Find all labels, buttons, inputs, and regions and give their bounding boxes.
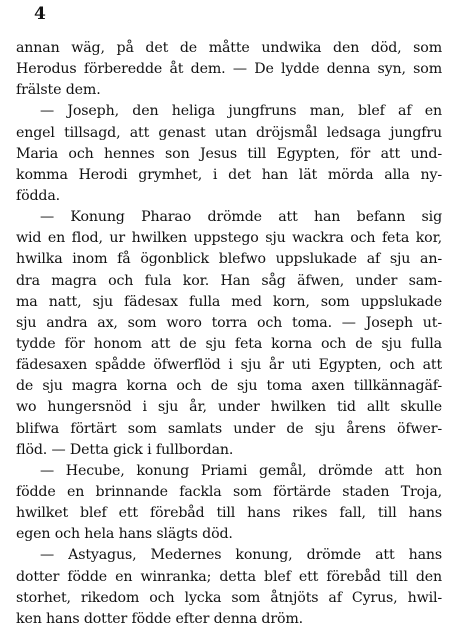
text-line: komma Herodi grymhet, i det han lät mörda alla ny- — [16, 166, 442, 183]
text-line: wo hungersnöd i sju år, under hwilken tid allt skulle — [16, 399, 442, 416]
text-line: flöd. — Detta gick i fullbordan. — [16, 441, 234, 458]
text-line: — Konung Pharao drömde att han befann sig — [40, 209, 442, 226]
text-line: ken hans dotter födde efter denna dröm. — [16, 610, 304, 627]
text-line: egen och hela hans slägts död. — [16, 526, 233, 543]
text-line: födda. — [16, 187, 61, 204]
text-line: dra magra och fula kor. Han såg äfwen, under sam- — [16, 272, 442, 289]
text-line: dotter födde en winranka; detta blef ett förebåd till den — [16, 568, 442, 585]
text-line: fädesaxen spådde öfwerflöd i sju år uti Egypten, och att — [16, 357, 442, 374]
text-line: — Joseph, den heliga jungfruns man, blef af en — [40, 103, 442, 120]
text-line: storhet, rikedom och lycka som åtnjöts af Cyrus, hwil- — [16, 589, 442, 606]
text-line: de sju magra korna och de sju toma axen tillkännagäf- — [16, 378, 442, 395]
text-line: — Astyagus, Medernes konung, drömde att hans — [40, 547, 442, 564]
page-number: 4 — [34, 4, 46, 24]
text-line: tydde för honom att de sju feta korna och de sju fulla — [16, 335, 442, 352]
text-line: wid en flod, ur hwilken uppstego sju wackra och feta kor, — [16, 230, 442, 247]
text-line: födde en brinnande fackla som förtärde staden Troja, — [16, 483, 442, 500]
text-line: hwilka inom få ögonblick blefwo uppslukade af sju an- — [16, 251, 442, 268]
text-line: annan wäg, på det de måtte undwika den död, som — [16, 40, 442, 56]
text-line: hwilket blef ett förebåd till hans rikes fall, till hans — [16, 505, 442, 522]
body-text — [16, 38, 442, 630]
text-line: sju andra ax, som woro torra och toma. — Joseph ut- — [16, 314, 442, 331]
text-line: frälste dem. — [16, 82, 101, 99]
text-line: — Hecube, konung Priami gemål, drömde att hon — [40, 462, 442, 479]
text-line: blifwa förtärt som samlats under de sju årens öfwer- — [16, 420, 442, 437]
text-line: ma natt, sju fädesax fulla med korn, som uppslukade — [16, 293, 442, 310]
text-line: engel tillsagd, att genast utan dröjsmål ledsaga jungfru — [16, 124, 442, 141]
text-line: Maria och hennes son Jesus till Egypten, för att und- — [16, 145, 442, 162]
text-line: Herodus förberedde åt dem. — De lydde denna syn, som — [16, 61, 442, 78]
